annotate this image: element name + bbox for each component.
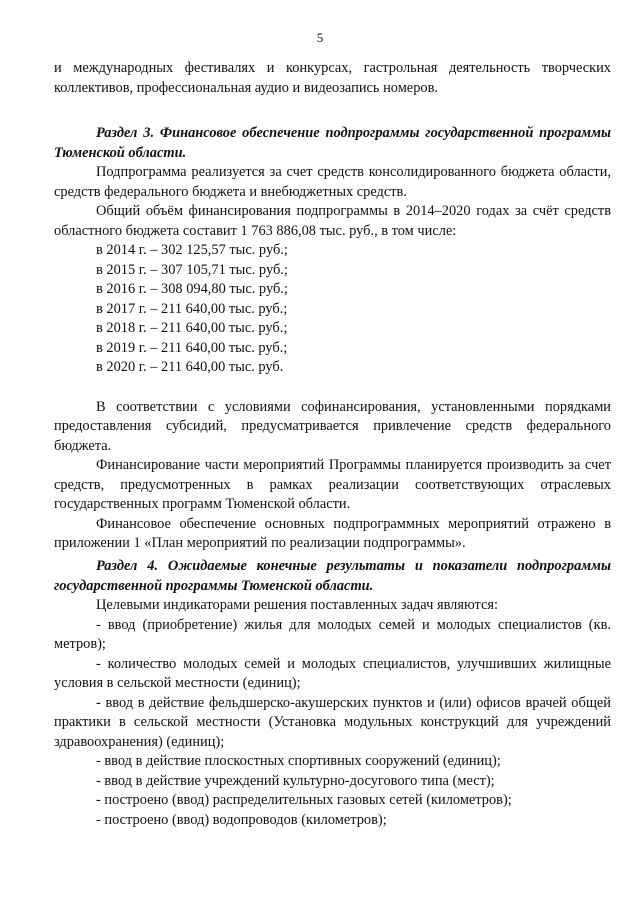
funding-year-2014: в 2014 г. – 302 125,57 тыс. руб.; xyxy=(96,242,288,258)
funding-year-2015: в 2015 г. – 307 105,71 тыс. руб.; xyxy=(96,261,288,278)
section-3-para-3: В соответствии с условиями софинансирования, установленными порядками предоставления субсидий, предусматривается привлечение средств федерального бюджета. xyxy=(54,398,611,454)
page-number: 5 xyxy=(316,30,324,45)
section-3-para-1: Подпрограмма реализуется за счет средств консолидированного бюджета области, средств федерального бюджета и внебюджетных средств. xyxy=(54,164,611,200)
indicator-item: - ввод в действие плоскостных спортивных сооружений (единиц); xyxy=(96,753,501,769)
section-3-para-2: Общий объём финансирования подпрограммы в 2014–2020 годах за счёт средств областного бюджета составит 1 763 886,08 тыс. руб., в том числе: xyxy=(54,203,611,239)
continuation-text: и международных фестивалях и конкурсах, гастрольная деятельность творческих коллективов, профессиональная аудио и видеозапись номеров. xyxy=(54,60,611,96)
funding-year-2019: в 2019 г. – 211 640,00 тыс. руб.; xyxy=(96,339,288,356)
indicator-item: - ввод в действие фельдшерско-акушерских пунктов и (или) офисов врачей общей практики в сельской местности (Установка модульных конструкций для учреждений здравоохранения) (единиц); xyxy=(54,694,611,750)
section-3-para-4: Финансирование части мероприятий Программы планируется производить за счет средств, предусмотренных в рамках реализации соответствующих отраслевых государственных программ Тюменской области. xyxy=(54,457,611,512)
section-3 xyxy=(54,124,611,554)
funding-year-2018: в 2018 г. – 211 640,00 тыс. руб.; xyxy=(96,320,288,336)
funding-year-2020: в 2020 г. – 211 640,00 тыс. руб. xyxy=(96,359,284,375)
section-3-para-5: Финансовое обеспечение основных подпрограммных мероприятий отражено в приложении 1 «План мероприятий по реализации подпрограммы». xyxy=(54,515,611,551)
indicator-item: - построено (ввод) водопроводов (километров); xyxy=(96,811,387,828)
funding-year-2017: в 2017 г. – 211 640,00 тыс. руб.; xyxy=(96,300,288,317)
section-4 xyxy=(54,557,611,830)
indicator-item: - построено (ввод) распределительных газовых сетей (километров); xyxy=(96,792,512,808)
indicator-item: - ввод в действие учреждений культурно-досугового типа (мест); xyxy=(96,772,495,789)
indicator-item: - количество молодых семей и молодых специалистов, улучшивших жилищные условия в сельской местности (единиц); xyxy=(54,655,611,691)
funding-year-2016: в 2016 г. – 308 094,80 тыс. руб.; xyxy=(96,281,288,297)
section-4-heading: Раздел 4. Ожидаемые конечные результаты и показатели подпрограммы государственной программы Тюменской области. xyxy=(54,558,611,594)
section-4-intro: Целевыми индикаторами решения поставленных задач являются: xyxy=(96,597,499,613)
section-3-heading: Раздел 3. Финансовое обеспечение подпрограммы государственной программы Тюменской области. xyxy=(54,125,611,161)
indicator-item: - ввод (приобретение) жилья для молодых семей и молодых специалистов (кв. метров); xyxy=(54,616,611,652)
continuation-paragraph xyxy=(54,59,611,98)
